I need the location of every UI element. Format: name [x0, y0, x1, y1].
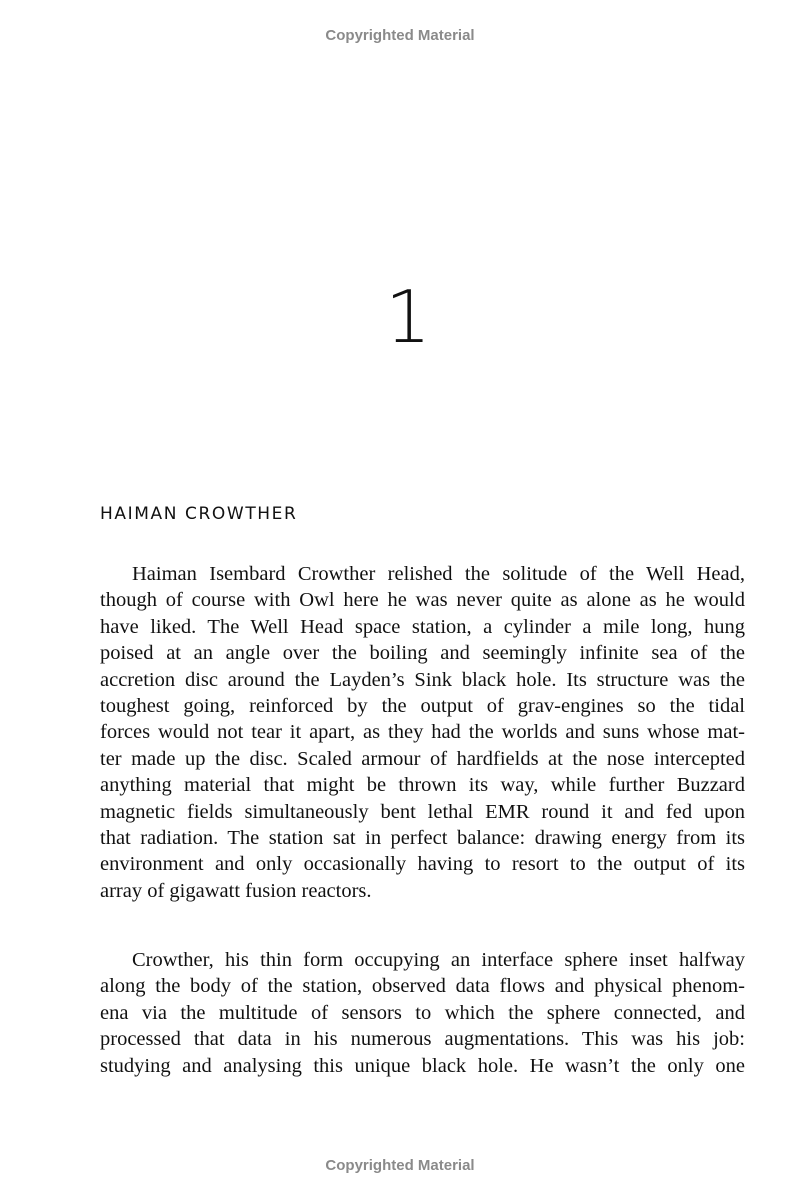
- text-line: processed that data in his numerous augmentations. This was his job:: [100, 1028, 745, 1051]
- text-line: anything material that might be thrown its way, while further Buzzard: [100, 774, 745, 797]
- text-line: though of course with Owl here he was never quite as alone as he would: [100, 589, 745, 612]
- copyright-watermark-top: Copyrighted Material: [325, 27, 475, 44]
- text-line: poised at an angle over the boiling and seemingly infinite sea of the: [100, 642, 745, 665]
- text-line: Haiman Isembard Crowther relished the solitude of the Well Head,: [132, 563, 745, 585]
- text-line: Crowther, his thin form occupying an interface sphere inset halfway: [132, 949, 745, 971]
- text-line: array of gigawatt fusion reactors.: [100, 879, 372, 902]
- text-line: along the body of the station, observed data flows and physical phenom-: [100, 975, 745, 998]
- copyright-watermark-bottom: Copyrighted Material: [325, 1157, 475, 1174]
- text-line: forces would not tear it apart, as they had the worlds and suns whose mat-: [100, 721, 745, 744]
- chapter-title: HAIMAN CROWTHER: [100, 504, 298, 524]
- text-line: accretion disc around the Layden’s Sink black hole. Its structure was the: [100, 668, 745, 691]
- text-line: ter made up the disc. Scaled armour of hardfields at the nose intercepted: [100, 747, 745, 770]
- text-line: have liked. The Well Head space station, a cylinder a mile long, hung: [100, 615, 745, 638]
- text-line: toughest going, reinforced by the output of grav-engines so the tidal: [100, 694, 745, 717]
- text-line: ena via the multitude of sensors to which the sphere connected, and: [100, 1001, 745, 1024]
- chapter-number: 1: [385, 275, 431, 359]
- text-line: magnetic fields simultaneously bent lethal EMR round it and fed upon: [100, 800, 745, 823]
- text-line: that radiation. The station sat in perfect balance: drawing energy from its: [100, 826, 745, 849]
- paragraph-2: [100, 947, 745, 1079]
- text-line: studying and analysing this unique black hole. He wasn’t the only one: [100, 1054, 745, 1077]
- text-line: environment and only occasionally having to resort to the output of its: [100, 853, 745, 876]
- paragraph-1: [100, 561, 745, 904]
